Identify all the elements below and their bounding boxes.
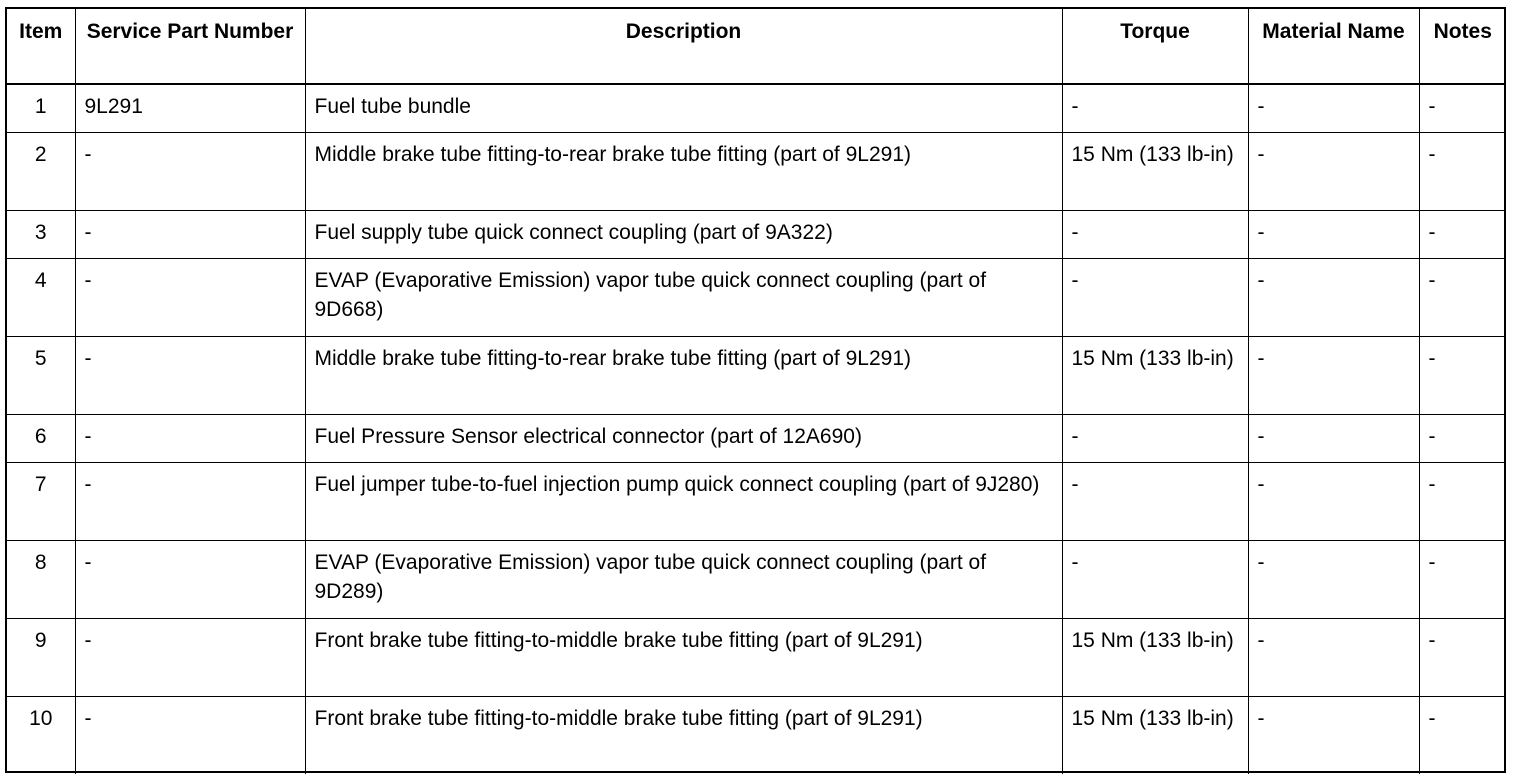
cell-torque: 15 Nm (133 lb-in) xyxy=(1062,696,1248,774)
cell-notes: - xyxy=(1419,696,1506,774)
cell-description: Front brake tube fitting-to-middle brake tube fitting (part of 9L291) xyxy=(305,618,1062,696)
cell-part-number: - xyxy=(75,696,305,774)
cell-material: - xyxy=(1248,414,1419,462)
cell-description: Fuel supply tube quick connect coupling (part of 9A322) xyxy=(305,210,1062,258)
cell-item: 5 xyxy=(7,336,75,414)
cell-description: Fuel jumper tube-to-fuel injection pump quick connect coupling (part of 9J280) xyxy=(305,462,1062,540)
cell-torque: 15 Nm (133 lb-in) xyxy=(1062,618,1248,696)
cell-description: Front brake tube fitting-to-middle brake tube fitting (part of 9L291) xyxy=(305,696,1062,774)
cell-notes: - xyxy=(1419,618,1506,696)
cell-torque: - xyxy=(1062,462,1248,540)
table-row xyxy=(7,414,1506,462)
header-notes: Notes xyxy=(1419,9,1506,84)
table-row xyxy=(7,210,1506,258)
table-row xyxy=(7,258,1506,336)
cell-part-number: - xyxy=(75,258,305,336)
cell-material: - xyxy=(1248,540,1419,618)
cell-torque: - xyxy=(1062,540,1248,618)
cell-item: 7 xyxy=(7,462,75,540)
cell-part-number: - xyxy=(75,132,305,210)
cell-material: - xyxy=(1248,462,1419,540)
header-description: Description xyxy=(305,9,1062,84)
cell-item: 10 xyxy=(7,696,75,774)
cell-notes: - xyxy=(1419,462,1506,540)
cell-material: - xyxy=(1248,84,1419,132)
cell-torque: 15 Nm (133 lb-in) xyxy=(1062,132,1248,210)
cell-description: Fuel Pressure Sensor electrical connector (part of 12A690) xyxy=(305,414,1062,462)
table-row xyxy=(7,696,1506,774)
cell-part-number: - xyxy=(75,618,305,696)
cell-part-number: - xyxy=(75,540,305,618)
cell-torque: 15 Nm (133 lb-in) xyxy=(1062,336,1248,414)
cell-description: Middle brake tube fitting-to-rear brake tube fitting (part of 9L291) xyxy=(305,132,1062,210)
cell-material: - xyxy=(1248,618,1419,696)
table-row xyxy=(7,462,1506,540)
cell-item: 3 xyxy=(7,210,75,258)
cell-notes: - xyxy=(1419,210,1506,258)
cell-item: 4 xyxy=(7,258,75,336)
cell-material: - xyxy=(1248,336,1419,414)
cell-material: - xyxy=(1248,696,1419,774)
table-row xyxy=(7,540,1506,618)
cell-item: 6 xyxy=(7,414,75,462)
table-row xyxy=(7,132,1506,210)
cell-part-number: - xyxy=(75,210,305,258)
cell-notes: - xyxy=(1419,414,1506,462)
header-material-name: Material Name xyxy=(1248,9,1419,84)
cell-part-number: - xyxy=(75,462,305,540)
cell-part-number: 9L291 xyxy=(75,84,305,132)
cell-description: EVAP (Evaporative Emission) vapor tube quick connect coupling (part of 9D289) xyxy=(305,540,1062,618)
cell-description: Fuel tube bundle xyxy=(305,84,1062,132)
cell-item: 1 xyxy=(7,84,75,132)
table-row xyxy=(7,618,1506,696)
cell-torque: - xyxy=(1062,258,1248,336)
cell-material: - xyxy=(1248,258,1419,336)
cell-part-number: - xyxy=(75,336,305,414)
cell-description: EVAP (Evaporative Emission) vapor tube quick connect coupling (part of 9D668) xyxy=(305,258,1062,336)
cell-part-number: - xyxy=(75,414,305,462)
cell-item: 2 xyxy=(7,132,75,210)
cell-torque: - xyxy=(1062,414,1248,462)
cell-notes: - xyxy=(1419,258,1506,336)
cell-notes: - xyxy=(1419,540,1506,618)
cell-notes: - xyxy=(1419,132,1506,210)
table-header-row xyxy=(7,9,1506,84)
parts-table xyxy=(7,9,1506,774)
parts-table-container xyxy=(5,7,1506,773)
cell-torque: - xyxy=(1062,210,1248,258)
cell-torque: - xyxy=(1062,84,1248,132)
cell-item: 9 xyxy=(7,618,75,696)
cell-description: Middle brake tube fitting-to-rear brake tube fitting (part of 9L291) xyxy=(305,336,1062,414)
header-service-part-number: Service Part Number xyxy=(75,9,305,84)
header-torque: Torque xyxy=(1062,9,1248,84)
cell-material: - xyxy=(1248,210,1419,258)
cell-material: - xyxy=(1248,132,1419,210)
table-row xyxy=(7,84,1506,132)
cell-notes: - xyxy=(1419,84,1506,132)
table-row xyxy=(7,336,1506,414)
cell-item: 8 xyxy=(7,540,75,618)
header-item: Item xyxy=(7,9,75,84)
cell-notes: - xyxy=(1419,336,1506,414)
